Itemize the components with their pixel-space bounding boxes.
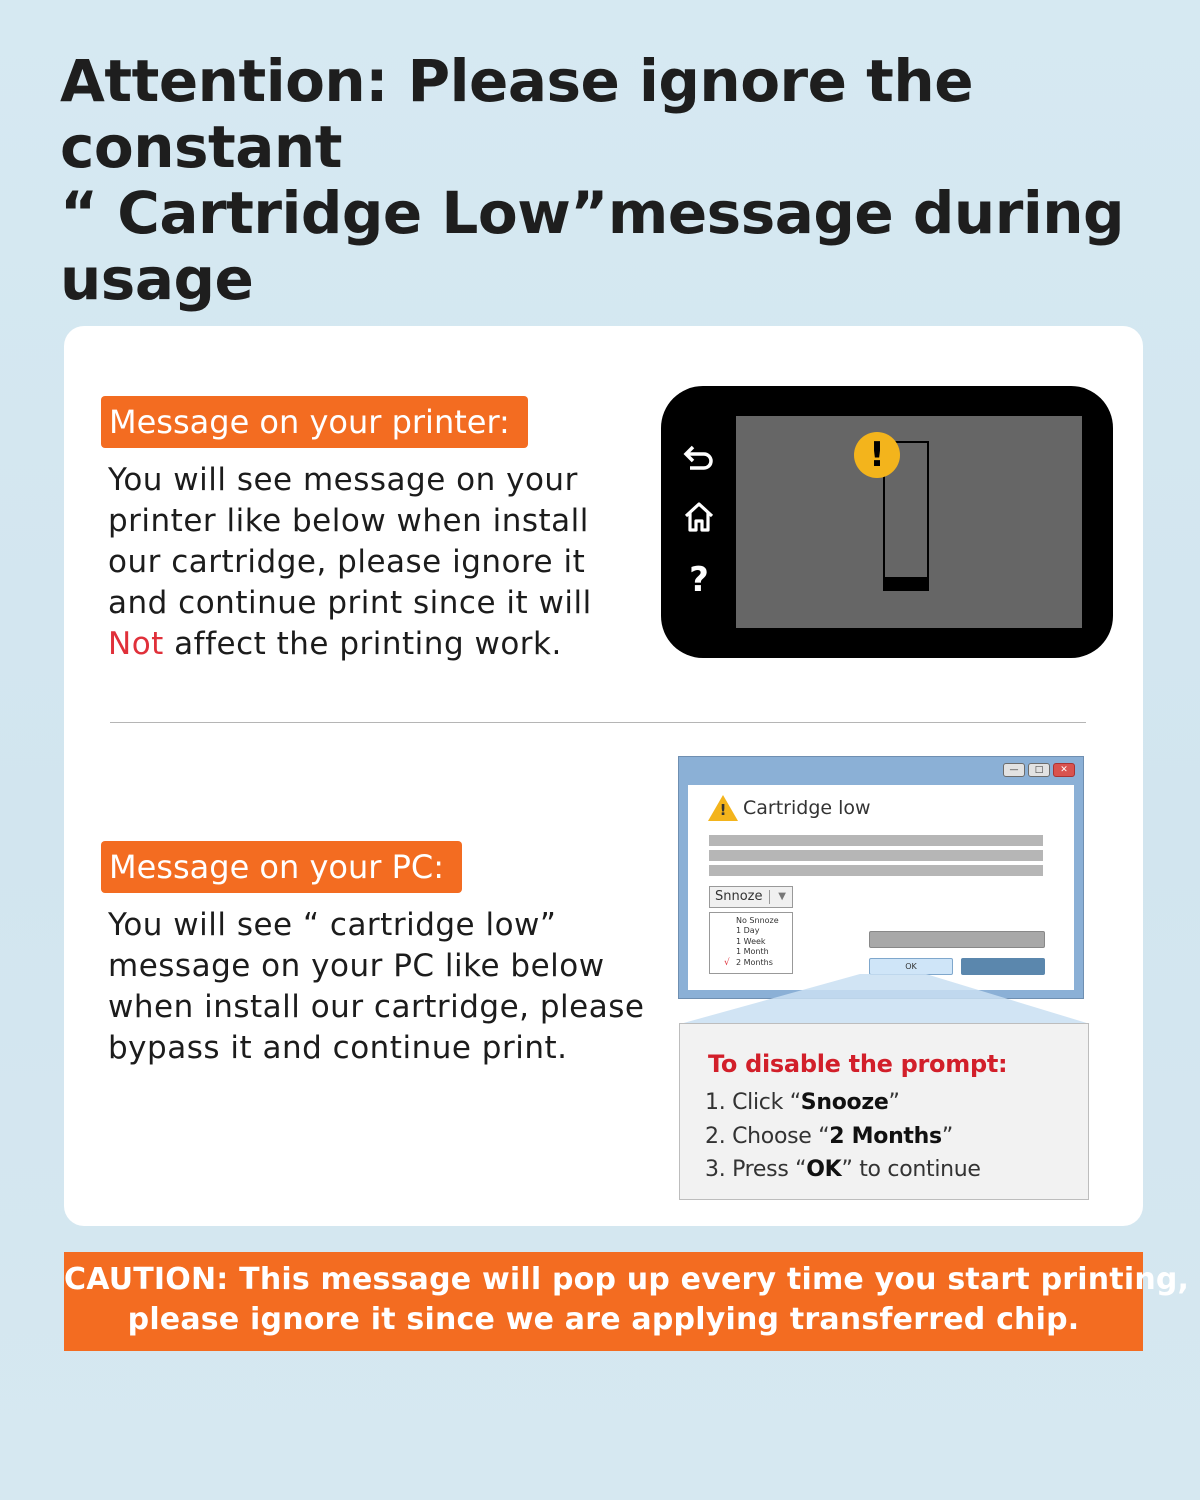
cartridge-low-dialog [678,756,1084,999]
section-divider [110,722,1086,723]
check-icon: √ [724,957,730,968]
snooze-option-selected[interactable] [724,957,792,968]
printer-screen [736,416,1082,628]
info-card [64,326,1143,1226]
callout-pointer [680,974,1090,1024]
snooze-option[interactable]: No Snnoze [736,916,779,925]
caution-line-2: please ignore it since we are applying transferred chip. [127,1302,1080,1337]
warning-icon: ! [854,432,900,478]
ink-level-fill [885,577,927,589]
help-icon: ? [689,560,709,600]
placeholder-text-line [709,865,1043,876]
close-button[interactable]: ✕ [1053,763,1075,777]
dialog-title: Cartridge low [743,797,871,819]
headline-line-3: usage [60,245,254,313]
chevron-down-icon: ▼ [778,891,786,902]
step-text: 1. Click “ [705,1090,801,1115]
maximize-button[interactable]: □ [1028,763,1050,777]
selected-option-label: 2 Months [736,957,773,967]
headline-line-2: “ Cartridge Low”message during [60,179,1125,247]
pc-text-line: You will see “ cartridge low” [108,907,557,943]
not-highlight: Not [108,626,164,662]
disable-prompt-callout [679,1023,1089,1200]
step-text: ” [941,1124,953,1149]
printer-text-rest: affect the printing work. [163,626,562,662]
pc-text-line: when install our cartridge, please [108,989,645,1025]
callout-step-2 [705,1124,953,1149]
pc-message-tag: Message on your PC: [101,841,462,893]
snooze-option[interactable]: 1 Week [736,936,766,946]
callout-title: To disable the prompt: [708,1050,1008,1078]
headline [60,48,1160,312]
printer-text-line: and continue print since it will [108,585,592,621]
caution-line-1: CAUTION: This message will pop up every time you start printing, [64,1262,1190,1297]
ok-button[interactable]: OK [869,958,953,975]
minimize-button[interactable]: — [1003,763,1025,777]
dialog-body [688,785,1074,990]
pc-message-text [108,905,644,1069]
pc-text-line: bypass it and continue print. [108,1030,568,1066]
snooze-label: Snnoze [715,889,763,904]
placeholder-text-line [709,850,1043,861]
pc-text-line: message on your PC like below [108,948,605,984]
home-icon [679,499,719,539]
printer-text-line-last [108,624,592,665]
headline-line-1: Attention: Please ignore the constant [60,47,974,181]
secondary-button[interactable] [961,958,1045,975]
placeholder-bar [869,931,1045,948]
callout-step-3 [705,1157,981,1182]
snooze-options-list [709,912,793,974]
snooze-dropdown[interactable] [709,886,793,908]
step-text: ” to continue [841,1157,981,1182]
printer-text-line: printer like below when install [108,503,589,539]
step-emphasis: OK [806,1157,842,1182]
caution-banner [64,1252,1190,1351]
back-arrow-icon [679,440,719,480]
printer-text-line: You will see message on your [108,462,578,498]
printer-control-panel [661,386,1113,658]
step-emphasis: Snooze [800,1090,889,1115]
snooze-option[interactable]: 1 Day [736,926,760,936]
printer-message-text [108,460,592,665]
warning-triangle-mark: ! [719,801,727,819]
printer-text-line: our cartridge, please ignore it [108,544,586,580]
placeholder-text-line [709,835,1043,846]
dropdown-separator [769,890,770,904]
step-text: 3. Press “ [705,1157,807,1182]
printer-message-tag: Message on your printer: [101,396,528,448]
step-text: 2. Choose “ [705,1124,830,1149]
callout-step-1 [705,1090,900,1115]
step-emphasis: 2 Months [829,1124,942,1149]
step-text: ” [888,1090,900,1115]
snooze-option[interactable]: 1 Month [736,947,769,957]
